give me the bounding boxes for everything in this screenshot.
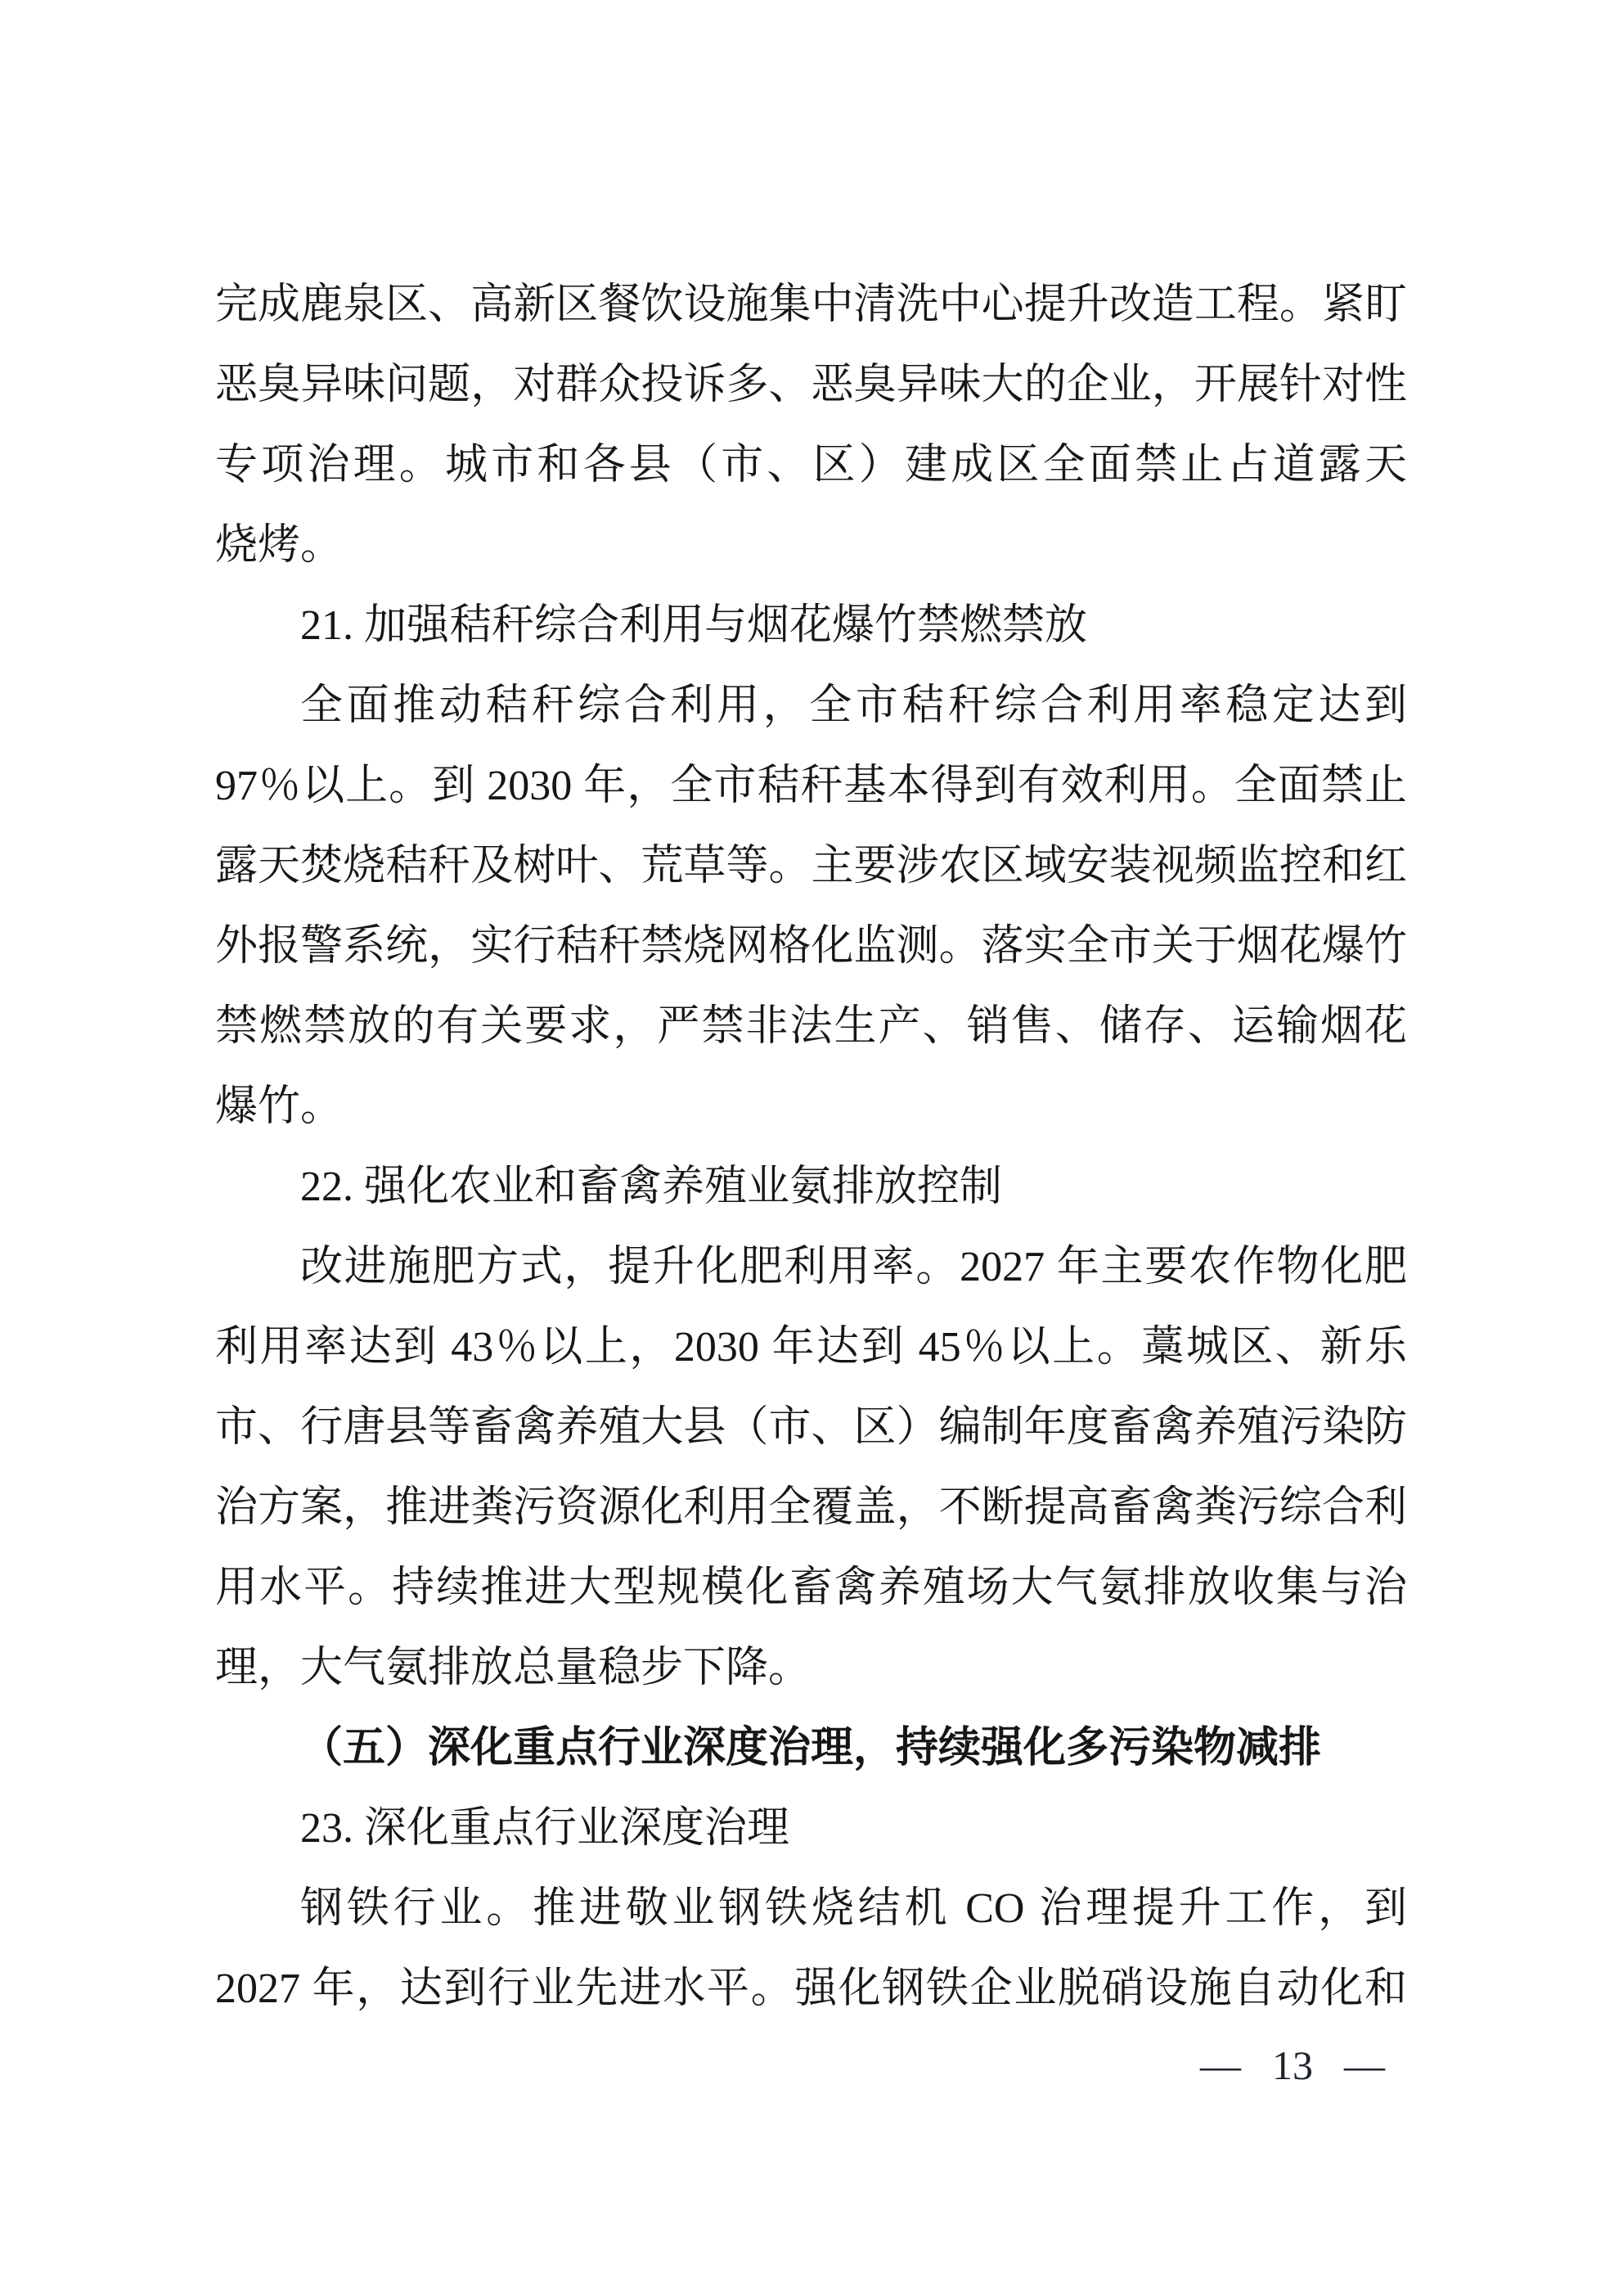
text-line: 市、行唐县等畜禽养殖大县（市、区）编制年度畜禽养殖污染防 [215,1404,1407,1451]
text-line: 22. 强化农业和畜禽养殖业氨排放控制 [300,1164,1003,1210]
paragraph-fertilizer-livestock-ammonia [215,1227,1407,1708]
text-line: 用水平。持续推进大型规模化畜禽养殖场大气氨排放收集与治 [215,1564,1407,1611]
text-line: 禁燃禁放的有关要求，严禁非法生产、销售、储存、运输烟花 [215,1003,1407,1050]
text-line: 改进施肥方式，提升化肥利用率。2027 年主要农作物化肥 [300,1244,1407,1290]
paragraph-straw-utilization-fireworks [215,666,1407,1147]
text-line: 完成鹿泉区、高新区餐饮设施集中清洗中心提升改造工程。紧盯 [215,281,1407,328]
text-line: 恶臭异味问题，对群众投诉多、恶臭异味大的企业，开展针对性 [215,362,1407,408]
text-line: 全面推动秸秆综合利用，全市秸秆综合利用率稳定达到 [300,682,1407,729]
text-line: （五）深化重点行业深度治理，持续强化多污染物减排 [300,1725,1322,1772]
text-line: 钢铁行业。推进敬业钢铁烧结机 CO 治理提升工作，到 [300,1885,1407,1932]
page-footer [1200,2042,1385,2088]
text-line: 97％以上。到 2030 年，全市秸秆基本得到有效利用。全面禁止 [215,763,1407,809]
heading-section-5 [215,1708,1407,1789]
text-line: 爆竹。 [215,1083,344,1130]
text-line: 利用率达到 43％以上，2030 年达到 45％以上。藁城区、新乐 [215,1324,1407,1371]
text-line: 烧烤。 [215,522,344,569]
text-line: 治方案，推进粪污资源化利用全覆盖，不断提高畜禽粪污综合利 [215,1484,1407,1531]
paragraph-steel-industry [215,1869,1407,2029]
footer-dash-left: — [1200,2042,1241,2088]
heading-item-23 [215,1789,1407,1869]
footer-dash-right: — [1344,2042,1385,2088]
text-line: 专项治理。城市和各县（市、区）建成区全面禁止占道露天 [215,442,1407,488]
heading-item-22 [215,1147,1407,1227]
text-line: 露天焚烧秸秆及树叶、荒草等。主要涉农区域安装视频监控和红 [215,843,1407,889]
text-line: 外报警系统，实行秸秆禁烧网格化监测。落实全市关于烟花爆竹 [215,923,1407,970]
paragraph-continued-odor-and-bbq [215,265,1407,586]
text-line: 21. 加强秸秆综合利用与烟花爆竹禁燃禁放 [300,602,1088,649]
document-body [215,265,1407,2029]
heading-item-21 [215,586,1407,666]
footer-page-number: 13 [1272,2042,1313,2088]
text-line: 23. 深化重点行业深度治理 [300,1805,790,1852]
text-line: 2027 年，达到行业先进水平。强化钢铁企业脱硝设施自动化和 [215,1965,1407,2012]
text-line: 理，大气氨排放总量稳步下降。 [215,1645,812,1691]
